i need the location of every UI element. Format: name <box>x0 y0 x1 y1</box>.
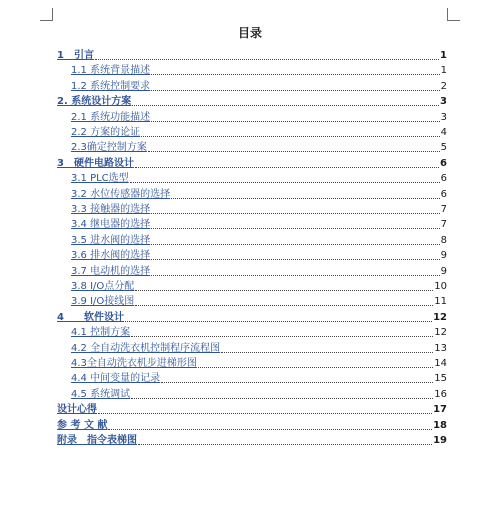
toc-dot-leader <box>132 105 439 106</box>
toc-entry-label[interactable]: 2. 系统设计方案 <box>57 96 132 108</box>
toc-dot-leader <box>131 336 433 337</box>
toc-entry-label[interactable]: 3.5 进水阀的选择 <box>71 234 151 246</box>
toc-dot-leader <box>125 321 432 322</box>
toc-entry[interactable] <box>57 417 447 432</box>
toc-entry[interactable] <box>71 139 447 154</box>
toc-entry-page-number: 3 <box>440 96 447 108</box>
toc-entry[interactable] <box>71 232 447 247</box>
toc-entry-label[interactable]: 1 引言 <box>57 50 94 61</box>
toc-dot-leader <box>151 74 440 75</box>
toc-dot-leader <box>221 352 433 353</box>
toc-dot-leader <box>161 382 433 383</box>
toc-entry-page-number: 6 <box>440 188 447 200</box>
toc-entry[interactable] <box>71 62 447 77</box>
toc-entry[interactable] <box>57 432 447 447</box>
toc-entry[interactable] <box>71 355 447 370</box>
toc-entry[interactable] <box>71 247 447 262</box>
toc-dot-leader <box>151 213 440 214</box>
toc-dot-leader <box>148 151 440 152</box>
toc-entry-label[interactable]: 2.3确定控制方案 <box>71 142 147 154</box>
toc-entry-page-number: 12 <box>434 327 447 339</box>
crop-mark-top-left <box>40 8 53 21</box>
toc-entry-page-number: 15 <box>434 373 447 385</box>
toc-entry[interactable] <box>71 340 447 355</box>
toc-dot-leader <box>138 444 432 445</box>
toc-entry[interactable] <box>71 370 447 385</box>
toc-entry[interactable] <box>71 170 447 185</box>
toc-entry[interactable] <box>57 47 447 62</box>
toc-dot-leader <box>198 367 433 368</box>
toc-entry-label[interactable]: 3.1 PLC选型 <box>71 173 129 185</box>
toc-entry[interactable] <box>57 401 447 416</box>
toc-entry-label[interactable]: 设计心得 <box>57 404 97 416</box>
toc-dot-leader <box>98 413 432 414</box>
toc-entry-page-number: 9 <box>440 265 447 277</box>
toc-entry-label[interactable]: 3.6 排水阀的选择 <box>71 250 151 262</box>
toc-entry[interactable] <box>71 324 447 339</box>
toc-dot-leader <box>151 90 440 91</box>
toc-dot-leader <box>151 228 440 229</box>
toc-dot-leader <box>151 275 440 276</box>
toc-entry-page-number: 14 <box>434 358 447 369</box>
toc-entry-page-number: 1 <box>440 50 447 61</box>
toc-entry-page-number: 16 <box>434 388 447 400</box>
toc-entry-label[interactable]: 3.2 水位传感器的选择 <box>71 188 171 200</box>
toc-entry-page-number: 7 <box>440 204 447 215</box>
toc-entry-page-number: 18 <box>433 419 447 431</box>
toc-dot-leader <box>151 259 440 260</box>
toc-dot-leader <box>135 290 433 291</box>
toc-entry-label[interactable]: 1.1 系统背景描述 <box>71 65 151 77</box>
toc-dot-leader <box>171 198 440 199</box>
toc-entry[interactable] <box>71 216 447 231</box>
toc-entry-label[interactable]: 3.8 I/O点分配 <box>71 281 135 292</box>
toc-dot-leader <box>131 398 433 399</box>
toc-entry[interactable] <box>71 386 447 401</box>
toc-entry[interactable] <box>71 186 447 201</box>
toc-entry-page-number: 13 <box>434 342 447 354</box>
toc-entry-label[interactable]: 3.7 电动机的选择 <box>71 265 151 277</box>
toc-entry-label[interactable]: 3 硬件电路设计 <box>57 157 134 169</box>
toc-entry-page-number: 2 <box>440 80 447 92</box>
toc-entry-label[interactable]: 附录 指令表梯图 <box>57 435 137 446</box>
toc-entry[interactable] <box>57 155 447 170</box>
toc-dot-leader <box>141 136 440 137</box>
toc-entry-page-number: 3 <box>440 111 447 123</box>
toc-dot-leader <box>151 121 440 122</box>
toc-entry-label[interactable]: 4 软件设计 <box>57 311 124 323</box>
toc-entry-label[interactable]: 3.9 I/O接线图 <box>71 296 135 308</box>
toc-entry-page-number: 10 <box>434 281 447 292</box>
toc-entry-page-number: 1 <box>440 65 447 77</box>
toc-entry-page-number: 11 <box>434 296 447 308</box>
toc-entry-label[interactable]: 参 考 文 献 <box>57 419 108 431</box>
toc-entry[interactable] <box>71 78 447 93</box>
toc-dot-leader <box>130 182 440 183</box>
toc-entry[interactable] <box>71 293 447 308</box>
toc-entry-page-number: 19 <box>433 435 447 446</box>
toc-entry-label[interactable]: 1.2 系统控制要求 <box>71 80 151 92</box>
toc-entry-label[interactable]: 3.3 接触器的选择 <box>71 204 151 215</box>
toc-entry[interactable] <box>71 263 447 278</box>
toc-entry[interactable] <box>71 109 447 124</box>
toc-dot-leader <box>151 244 440 245</box>
toc-entry-page-number: 5 <box>440 142 447 154</box>
toc-entry-page-number: 17 <box>433 404 447 416</box>
toc-entry[interactable] <box>57 93 447 108</box>
toc-entry[interactable] <box>71 278 447 293</box>
toc-entry-page-number: 9 <box>440 250 447 262</box>
toc-entry[interactable] <box>71 201 447 216</box>
toc-entry[interactable] <box>57 309 447 324</box>
toc-dot-leader <box>135 167 439 168</box>
toc-entry-page-number: 8 <box>440 234 447 246</box>
crop-mark-top-right <box>447 8 460 21</box>
toc-entry-label[interactable]: 4.1 控制方案 <box>71 327 131 339</box>
toc-dot-leader <box>95 59 439 60</box>
page-title: 目录 <box>237 26 262 40</box>
toc-entry-label[interactable]: 2.2 方案的论证 <box>71 127 141 138</box>
toc-entry-label[interactable]: 3.4 继电器的选择 <box>71 219 151 231</box>
toc-entry-page-number: 7 <box>440 219 447 231</box>
toc-dot-leader <box>135 305 433 306</box>
toc-entry-label[interactable]: 2.1 系统功能描述 <box>71 111 151 123</box>
toc-entry-label[interactable]: 4.5 系统调试 <box>71 388 131 400</box>
toc-entry-label[interactable]: 4.4 中间变量的记录 <box>71 373 161 385</box>
toc-entry-page-number: 4 <box>440 127 447 138</box>
toc-entry-label[interactable]: 4.3全自动洗衣机步进梯形图 <box>71 358 197 369</box>
toc-entry-page-number: 6 <box>440 173 447 185</box>
toc-entry-page-number: 12 <box>433 311 447 323</box>
toc-entry-label[interactable]: 4.2 全自动洗衣机控制程序流程图 <box>71 342 221 354</box>
toc-entry[interactable] <box>71 124 447 139</box>
toc-entry-page-number: 6 <box>440 157 447 169</box>
toc-dot-leader <box>108 429 432 430</box>
